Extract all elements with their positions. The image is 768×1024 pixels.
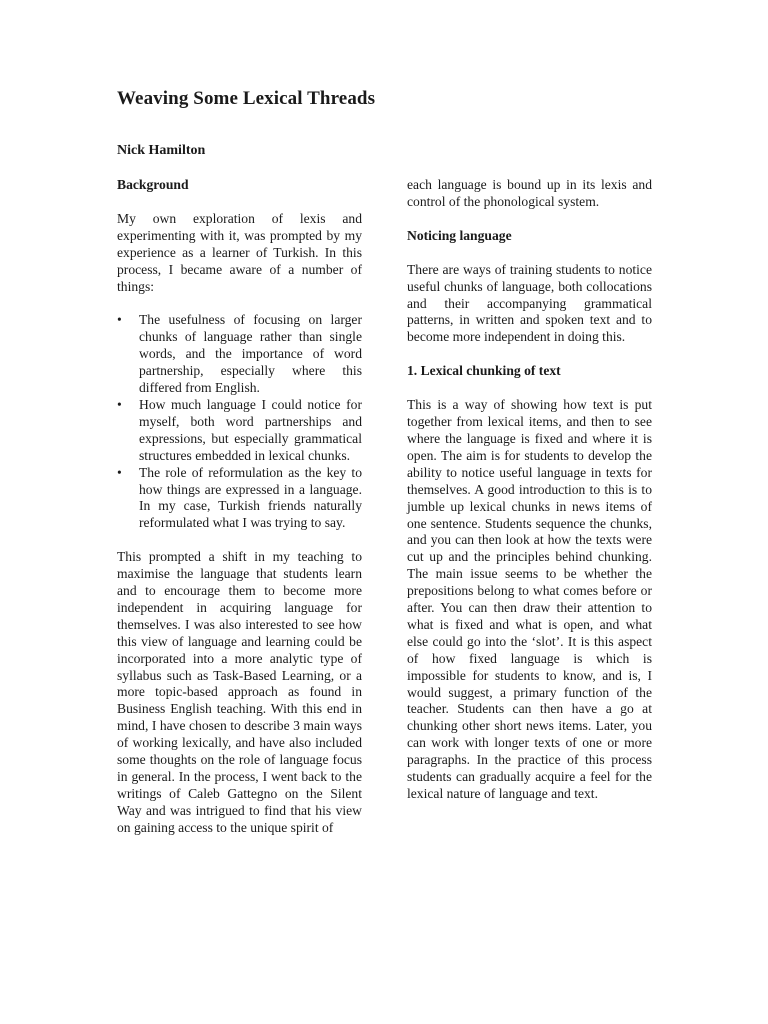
bullet-icon: • [117,312,122,328]
section-heading-noticing: Noticing language [407,227,512,243]
continuation-paragraph: each language is bound up in its lexis and control of the phonological system. [407,177,652,209]
right-column [407,177,652,803]
bullet-icon: • [117,464,122,480]
shift-paragraph: This prompted a shift in my teaching to maximise the language that students learn and to encourage them to become more independent in acquiring language for themselves. I was also interested to see how this view of language and learning could be incorporated into a more analytic type of syllabus such as Task-Based Learning, or a more topic-based approach as found in Business English teaching. With this end in mind, I have chosen to describe 3 main ways of working lexically, and have also included some thoughts on the role of language focus in general. In the process, I went back to the writings of Caleb Gattegno on the Silent Way and was intrigued to find that his view on gaining access to the unique spirit of [117,549,362,835]
intro-paragraph: My own exploration of lexis and experimenting with it, was prompted by my experience as a learner of Turkish. In this process, I became aware of a number of things: [117,210,362,294]
list-item [117,465,362,533]
bullet-icon: • [117,396,122,412]
bullet-list [117,312,362,532]
noticing-paragraph: There are ways of training students to notice useful chunks of language, both collocations and their accompanying grammatical patterns, in written and spoken text and to become more independent in doing this. [407,261,652,345]
list-item-text: How much language I could notice for myself, both word partnerships and expressions, but especially grammatical structures embedded in lexical chunks. [139,396,362,463]
section-heading-chunking: 1. Lexical chunking of text [407,363,561,379]
list-item [117,397,362,465]
list-item-text: The role of reformulation as the key to how things are expressed in a language. In my case, Turkish friends naturally reformulated what I was trying to say. [139,464,362,531]
chunking-paragraph: This is a way of showing how text is put together from lexical items, and then to see where the language is fixed and where it is open. The aim is for students to develop the ability to notice useful language in texts for themselves. A good introduction to this is to jumble up lexical chunks in news items of one sentence. Students sequence the chunks, and you can then look at how the texts were cut up and the principles behind chunking. The main issue seems to be whether the prepositions belong to what comes before or after. You can then draw their attention to what is fixed and what is open, and what else could go into the ‘slot’. It is this aspect of how fixed language is which is impossible for students to know, and is, I would suggest, a primary function of the teacher. Students can then have a go at chunking other short news items. Later, you can work with longer texts of one or more paragraphs. In the practice of this process students can gradually acquire a feel for the lexical nature of language and text. [407,397,652,801]
left-column [117,177,362,837]
author-name: Nick Hamilton [117,143,206,158]
section-heading-background: Background [117,177,189,192]
article-title: Weaving Some Lexical Threads [117,88,376,109]
list-item [117,312,362,397]
list-item-text: The usefulness of focusing on larger chunks of language rather than single words, and the importance of word partnership, especially where this differed from English. [139,312,362,396]
